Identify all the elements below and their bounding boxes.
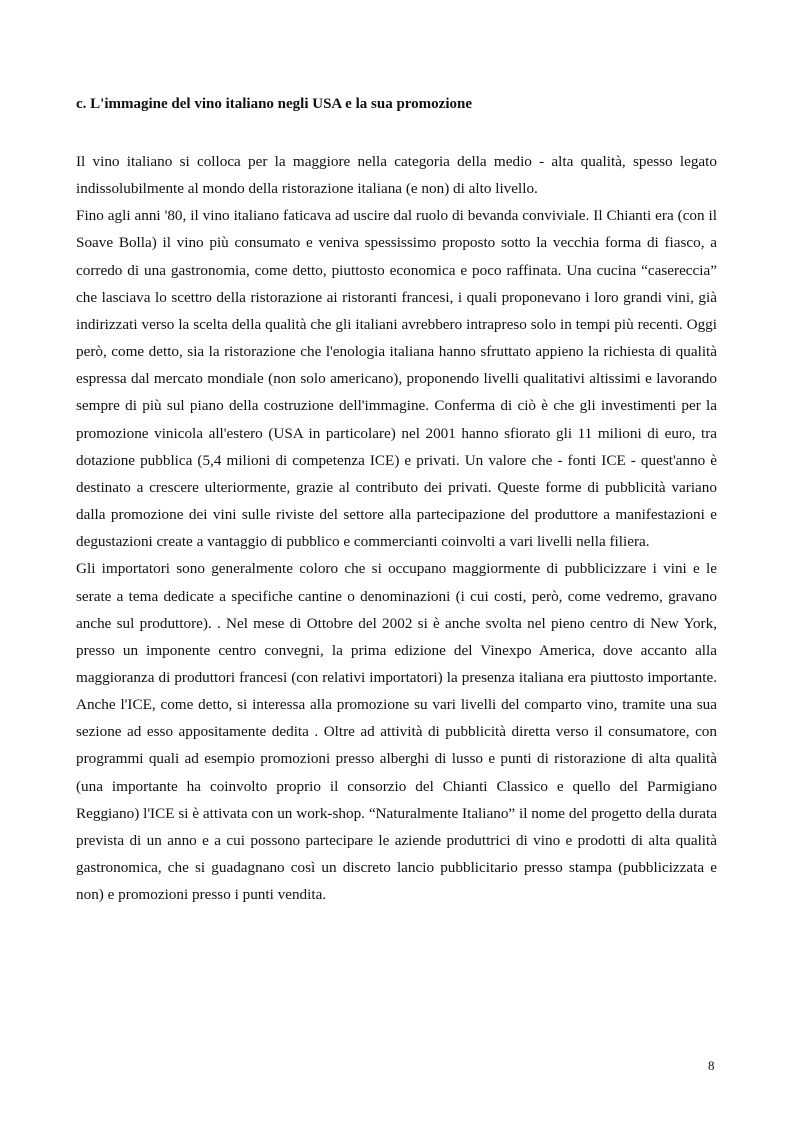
body-text: [76, 148, 717, 908]
paragraph-history: Fino agli anni '80, il vino italiano faticava ad uscire dal ruolo di bevanda conviviale. Il Chianti era (con il Soave Bolla) il vino più consumato e veniva spessissimo proposto sotto la vecchia forma di fiasco, a corredo di una gastronomia, come detto, piuttosto economica e poco raffinata. Una cucina “casereccia” che lasciava lo scettro della ristorazione ai ristoranti francesi, i quali proponevano i loro grandi vini, già indirizzati verso la scelta della qualità che gli italiani avrebbero intrapreso solo in tempi più recenti. Oggi però, come detto, sia la ristorazione che l'enologia italiana hanno sfruttato appieno la richiesta di qualità espressa dal mercato mondiale (non solo americano), proponendo livelli qualitativi altissimi e lavorando sempre di più sul piano della costruzione dell'immagine. Conferma di ciò è che gli investimenti per la promozione vinicola all'estero (USA in particolare) nel 2001 hanno sfiorato gli 11 milioni di euro, tra dotazione pubblica (5,4 milioni di competenza ICE) e privati. Un valore che - fonti ICE - quest'anno è destinato a crescere ulteriormente, grazie al contributo dei privati. Queste forme di pubblicità variano dalla promozione dei vini sulle riviste del settore alla partecipazione del produttore a manifestazioni e degustazioni create a vantaggio di pubblico e commercianti coinvolti a vari livelli nella filiera.: [76, 207, 717, 551]
section-heading: c. L'immagine del vino italiano negli USA e la sua promozione: [76, 96, 472, 112]
paragraph-importers: Gli importatori sono generalmente coloro che si occupano maggiormente di pubblicizzare i vini e le serate a tema dedicate a specifiche cantine o denominazioni (i cui costi, però, come vedremo, gravano anche sul produttore). . Nel mese di Ottobre del 2002 si è anche svolta nel pieno centro di New York, presso un imponente centro convegni, la prima edizione del Vinexpo America, dove accanto alla maggioranza di produttori francesi (con relativi importatori) la presenza italiana era piuttosto importante. Anche l'ICE, come detto, si interessa alla promozione su vari livelli del comparto vino, tramite una sua sezione ad esso appositamente dedita . Oltre ad attività di pubblicità diretta verso il consumatore, con programmi quali ad esempio promozioni presso alberghi di lusso e punti di ristorazione di alta qualità (una importante ha coinvolto proprio il consorzio del Chianti Classico e quello del Parmigiano Reggiano) l'ICE si è attivata con un work-shop. “Naturalmente Italiano” il nome del progetto della durata prevista di un anno e a cui possono partecipare le aziende produttrici di vino e prodotti di alta qualità gastronomica, che si guadagnano così un discreto lancio pubblicitario presso stampa (pubblicizzata e non) e promozioni presso i punti vendita.: [76, 560, 717, 904]
paragraph-intro: Il vino italiano si colloca per la maggiore nella categoria della medio - alta qualità, spesso legato indissolubilmente al mondo della ristorazione italiana (e non) di alto livello.: [76, 153, 717, 198]
page-number: 8: [708, 1058, 715, 1073]
